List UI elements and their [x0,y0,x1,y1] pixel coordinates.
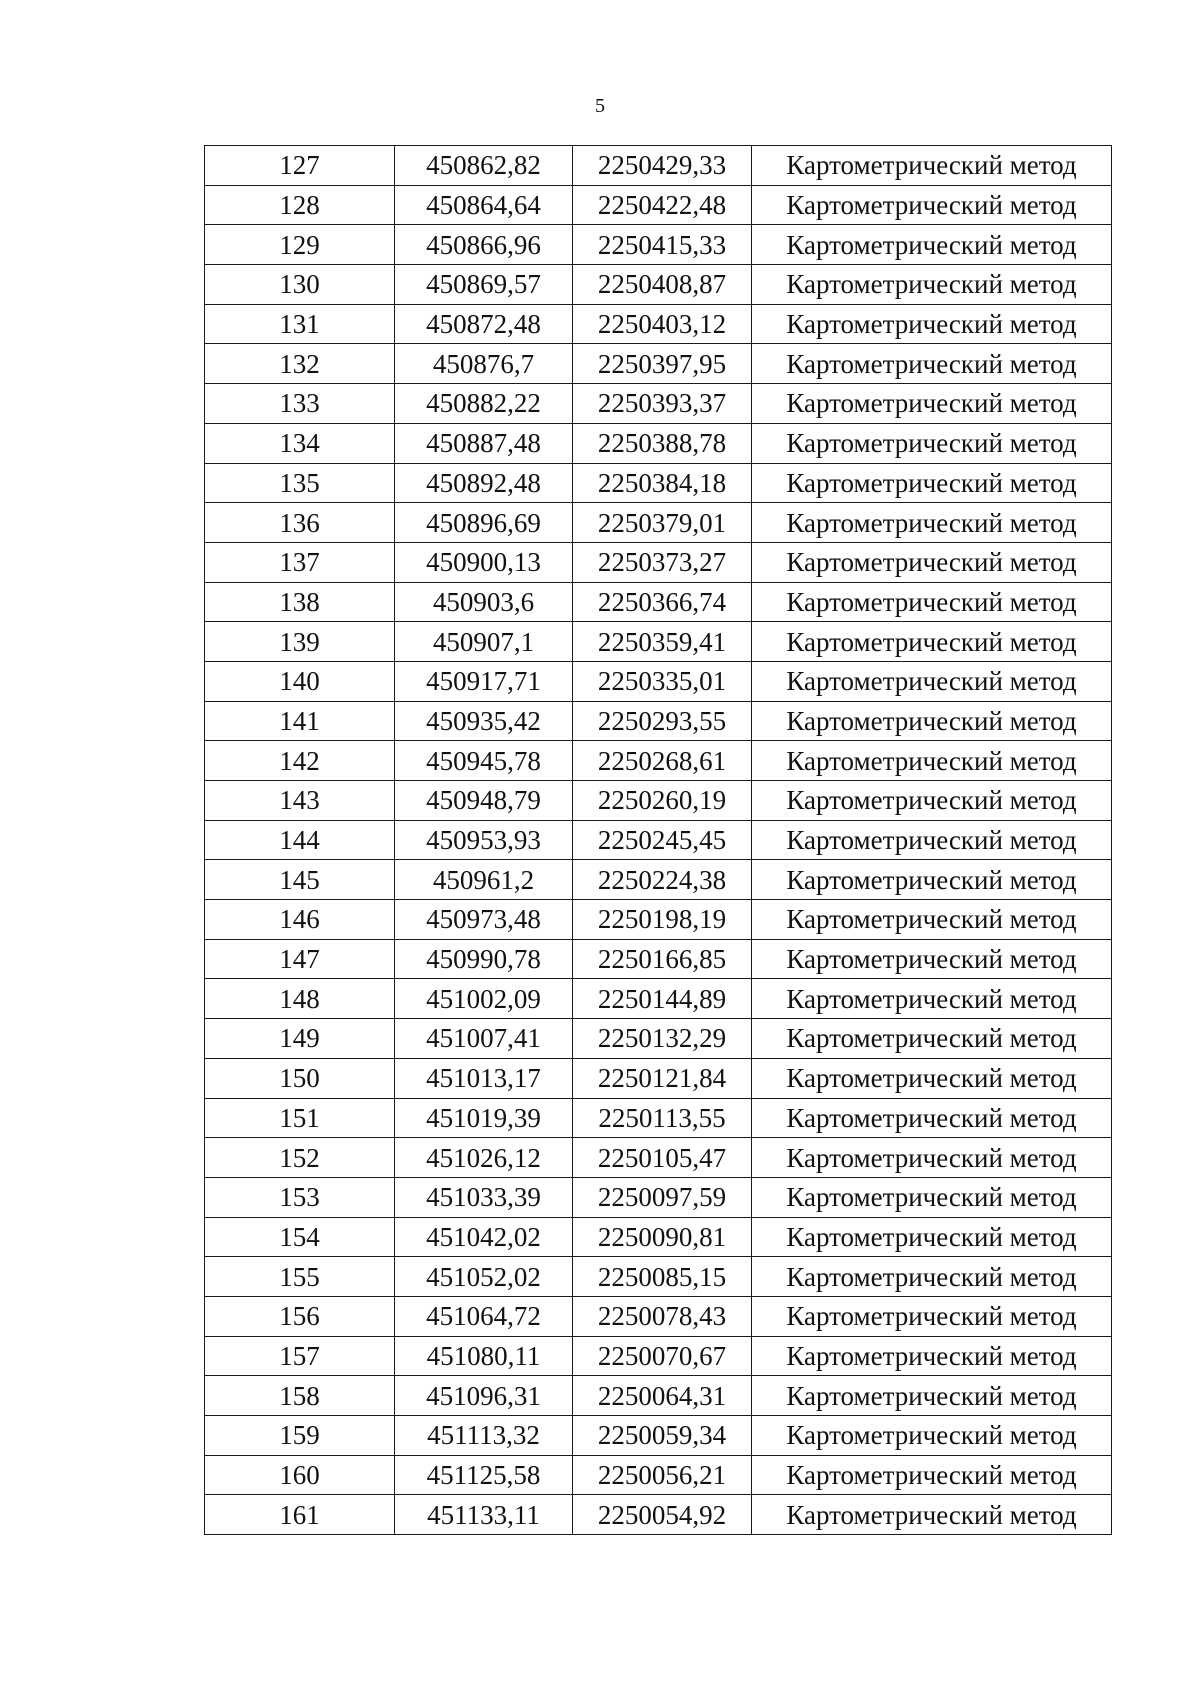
method-cell: Картометрический метод [752,1336,1112,1376]
y-coordinate-cell: 2250379,01 [573,503,752,543]
x-coordinate-cell: 450872,48 [395,304,573,344]
coordinates-table-body [205,146,1112,1535]
table-row [205,820,1112,860]
point-number-cell: 139 [205,622,395,662]
method-cell: Картометрический метод [752,503,1112,543]
method-cell: Картометрический метод [752,146,1112,186]
table-row [205,939,1112,979]
x-coordinate-cell: 450864,64 [395,185,573,225]
table-row [205,1098,1112,1138]
table-row [205,1336,1112,1376]
method-cell: Картометрический метод [752,225,1112,265]
x-coordinate-cell: 451026,12 [395,1138,573,1178]
y-coordinate-cell: 2250056,21 [573,1455,752,1495]
table-row [205,463,1112,503]
table-row [205,979,1112,1019]
method-cell: Картометрический метод [752,661,1112,701]
method-cell: Картометрический метод [752,1098,1112,1138]
point-number-cell: 142 [205,741,395,781]
method-cell: Картометрический метод [752,1416,1112,1456]
x-coordinate-cell: 451019,39 [395,1098,573,1138]
table-row [205,741,1112,781]
point-number-cell: 146 [205,900,395,940]
x-coordinate-cell: 450862,82 [395,146,573,186]
y-coordinate-cell: 2250397,95 [573,344,752,384]
table-row [205,1058,1112,1098]
point-number-cell: 137 [205,542,395,582]
x-coordinate-cell: 451042,02 [395,1217,573,1257]
table-row [205,701,1112,741]
method-cell: Картометрический метод [752,1138,1112,1178]
method-cell: Картометрический метод [752,900,1112,940]
y-coordinate-cell: 2250070,67 [573,1336,752,1376]
y-coordinate-cell: 2250121,84 [573,1058,752,1098]
table-row [205,582,1112,622]
y-coordinate-cell: 2250335,01 [573,661,752,701]
y-coordinate-cell: 2250384,18 [573,463,752,503]
method-cell: Картометрический метод [752,820,1112,860]
x-coordinate-cell: 450876,7 [395,344,573,384]
method-cell: Картометрический метод [752,265,1112,305]
table-row [205,900,1112,940]
point-number-cell: 156 [205,1296,395,1336]
y-coordinate-cell: 2250144,89 [573,979,752,1019]
y-coordinate-cell: 2250097,59 [573,1177,752,1217]
point-number-cell: 134 [205,423,395,463]
x-coordinate-cell: 450866,96 [395,225,573,265]
table-row [205,344,1112,384]
x-coordinate-cell: 451080,11 [395,1336,573,1376]
x-coordinate-cell: 451013,17 [395,1058,573,1098]
y-coordinate-cell: 2250054,92 [573,1495,752,1535]
method-cell: Картометрический метод [752,1257,1112,1297]
point-number-cell: 158 [205,1376,395,1416]
x-coordinate-cell: 450935,42 [395,701,573,741]
table-row [205,622,1112,662]
point-number-cell: 157 [205,1336,395,1376]
y-coordinate-cell: 2250224,38 [573,860,752,900]
method-cell: Картометрический метод [752,1019,1112,1059]
table-row [205,860,1112,900]
point-number-cell: 135 [205,463,395,503]
y-coordinate-cell: 2250064,31 [573,1376,752,1416]
table-row [205,1495,1112,1535]
point-number-cell: 150 [205,1058,395,1098]
x-coordinate-cell: 451052,02 [395,1257,573,1297]
x-coordinate-cell: 451002,09 [395,979,573,1019]
y-coordinate-cell: 2250132,29 [573,1019,752,1059]
x-coordinate-cell: 451113,32 [395,1416,573,1456]
point-number-cell: 160 [205,1455,395,1495]
y-coordinate-cell: 2250422,48 [573,185,752,225]
y-coordinate-cell: 2250429,33 [573,146,752,186]
method-cell: Картометрический метод [752,185,1112,225]
x-coordinate-cell: 451064,72 [395,1296,573,1336]
point-number-cell: 131 [205,304,395,344]
x-coordinate-cell: 450892,48 [395,463,573,503]
method-cell: Картометрический метод [752,1455,1112,1495]
method-cell: Картометрический метод [752,1058,1112,1098]
x-coordinate-cell: 451007,41 [395,1019,573,1059]
x-coordinate-cell: 451133,11 [395,1495,573,1535]
point-number-cell: 147 [205,939,395,979]
method-cell: Картометрический метод [752,979,1112,1019]
point-number-cell: 138 [205,582,395,622]
method-cell: Картометрический метод [752,1495,1112,1535]
table-row [205,661,1112,701]
method-cell: Картометрический метод [752,542,1112,582]
coordinates-table [204,145,1112,1535]
method-cell: Картометрический метод [752,582,1112,622]
table-row [205,1376,1112,1416]
y-coordinate-cell: 2250245,45 [573,820,752,860]
x-coordinate-cell: 450903,6 [395,582,573,622]
method-cell: Картометрический метод [752,463,1112,503]
point-number-cell: 155 [205,1257,395,1297]
method-cell: Картометрический метод [752,1296,1112,1336]
method-cell: Картометрический метод [752,741,1112,781]
point-number-cell: 128 [205,185,395,225]
x-coordinate-cell: 450945,78 [395,741,573,781]
table-row [205,1416,1112,1456]
point-number-cell: 154 [205,1217,395,1257]
point-number-cell: 161 [205,1495,395,1535]
y-coordinate-cell: 2250408,87 [573,265,752,305]
method-cell: Картометрический метод [752,1177,1112,1217]
point-number-cell: 149 [205,1019,395,1059]
point-number-cell: 148 [205,979,395,1019]
method-cell: Картометрический метод [752,384,1112,424]
x-coordinate-cell: 450900,13 [395,542,573,582]
point-number-cell: 159 [205,1416,395,1456]
y-coordinate-cell: 2250366,74 [573,582,752,622]
y-coordinate-cell: 2250415,33 [573,225,752,265]
table-row [205,1177,1112,1217]
x-coordinate-cell: 450896,69 [395,503,573,543]
point-number-cell: 152 [205,1138,395,1178]
point-number-cell: 151 [205,1098,395,1138]
point-number-cell: 145 [205,860,395,900]
x-coordinate-cell: 450907,1 [395,622,573,662]
method-cell: Картометрический метод [752,622,1112,662]
y-coordinate-cell: 2250059,34 [573,1416,752,1456]
method-cell: Картометрический метод [752,1217,1112,1257]
table-row [205,423,1112,463]
table-row [205,503,1112,543]
x-coordinate-cell: 450990,78 [395,939,573,979]
y-coordinate-cell: 2250359,41 [573,622,752,662]
y-coordinate-cell: 2250388,78 [573,423,752,463]
x-coordinate-cell: 451125,58 [395,1455,573,1495]
y-coordinate-cell: 2250198,19 [573,900,752,940]
table-row [205,1257,1112,1297]
y-coordinate-cell: 2250078,43 [573,1296,752,1336]
y-coordinate-cell: 2250260,19 [573,781,752,821]
point-number-cell: 127 [205,146,395,186]
method-cell: Картометрический метод [752,344,1112,384]
method-cell: Картометрический метод [752,304,1112,344]
table-row [205,384,1112,424]
method-cell: Картометрический метод [752,781,1112,821]
point-number-cell: 132 [205,344,395,384]
point-number-cell: 136 [205,503,395,543]
point-number-cell: 130 [205,265,395,305]
table-row [205,1138,1112,1178]
x-coordinate-cell: 450917,71 [395,661,573,701]
point-number-cell: 141 [205,701,395,741]
x-coordinate-cell: 450973,48 [395,900,573,940]
point-number-cell: 129 [205,225,395,265]
point-number-cell: 140 [205,661,395,701]
y-coordinate-cell: 2250090,81 [573,1217,752,1257]
method-cell: Картометрический метод [752,939,1112,979]
x-coordinate-cell: 451096,31 [395,1376,573,1416]
y-coordinate-cell: 2250268,61 [573,741,752,781]
y-coordinate-cell: 2250393,37 [573,384,752,424]
table-row [205,781,1112,821]
y-coordinate-cell: 2250113,55 [573,1098,752,1138]
point-number-cell: 144 [205,820,395,860]
y-coordinate-cell: 2250293,55 [573,701,752,741]
point-number-cell: 143 [205,781,395,821]
point-number-cell: 133 [205,384,395,424]
method-cell: Картометрический метод [752,423,1112,463]
x-coordinate-cell: 450887,48 [395,423,573,463]
table-row [205,1296,1112,1336]
x-coordinate-cell: 450882,22 [395,384,573,424]
method-cell: Картометрический метод [752,1376,1112,1416]
x-coordinate-cell: 450953,93 [395,820,573,860]
point-number-cell: 153 [205,1177,395,1217]
table-row [205,1019,1112,1059]
table-row [205,225,1112,265]
y-coordinate-cell: 2250085,15 [573,1257,752,1297]
method-cell: Картометрический метод [752,701,1112,741]
x-coordinate-cell: 451033,39 [395,1177,573,1217]
table-row [205,265,1112,305]
table-row [205,1455,1112,1495]
y-coordinate-cell: 2250373,27 [573,542,752,582]
table-row [205,185,1112,225]
table-row [205,542,1112,582]
method-cell: Картометрический метод [752,860,1112,900]
table-row [205,1217,1112,1257]
y-coordinate-cell: 2250403,12 [573,304,752,344]
x-coordinate-cell: 450869,57 [395,265,573,305]
table-row [205,304,1112,344]
y-coordinate-cell: 2250166,85 [573,939,752,979]
page-number: 5 [595,95,605,117]
y-coordinate-cell: 2250105,47 [573,1138,752,1178]
x-coordinate-cell: 450948,79 [395,781,573,821]
x-coordinate-cell: 450961,2 [395,860,573,900]
table-row [205,146,1112,186]
